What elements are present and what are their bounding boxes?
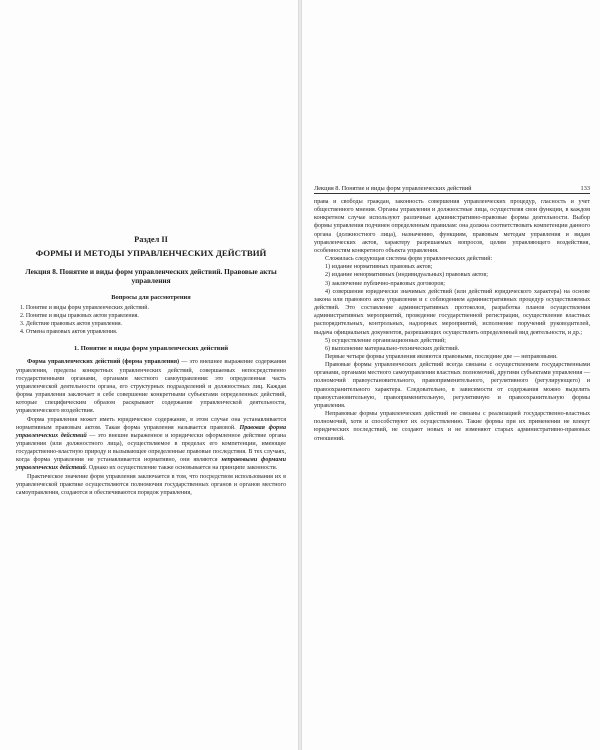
- question-item: 3. Действие правовых актов управления.: [20, 320, 123, 327]
- paragraph-legal-form: [16, 416, 286, 473]
- list-item: 3) заключение публично-правовых договоров;: [325, 280, 445, 287]
- list-item: 1) издание нормативных правовых актов;: [325, 264, 433, 271]
- paragraph-nonlegal-forms: Неправовые формы управленческих действий не связаны с реализацией государственно-властных полномочий, хотя и способствуют их осуществлению. Такие формы при их применении не влекут юридических последствий, не создают новых и не изменяют старых административно-правовых отношений.: [314, 411, 590, 442]
- paragraph-system-intro: Сложилась следующая система форм управленческих действий:: [325, 256, 493, 263]
- italic-term: Правовая форма управленческих действий: [16, 424, 286, 439]
- paragraph-text: Форма управления может иметь юридическое содержание, в этом случае она устанавливается нормативным правовым актом. Такая форма управления называется правовой.: [16, 416, 286, 431]
- list-item: 5) осуществление организационных действий;: [325, 337, 446, 344]
- paragraph-legal-forms: Правовые формы управленческих действий всегда связаны с осуществлением государственными органами, органами местного самоуправления властных полномочий, другими субъектами управления — полномочий правоустановительного, правоприменительного, регулятивного (регулирующего) и правоохранительного характера. Следовательно, в зависимости от содержания можно выделить правоустановительную, правоприменительную, регулятивную и правоохранительную формы управления.: [314, 362, 590, 409]
- list-item: 4) совершение юридически значимых действий (или действий юридического характера) на основе закона или правового акта управления и с соблюдением административных процедур осуществляемых действий. Это составление административных протоколов, разработка планов осуществления административных мероприятий, проведение государственной регистрации, осуществление властных распорядительных, контрольных, надзорных мероприятий, исполнение поручений руководителей, выдача официальных документов, разрешающих осуществлять определенный вид деятельности, и др.;: [314, 288, 590, 336]
- definition-term: Форма управленческих действий (форма управления): [27, 359, 180, 366]
- lecture-title: Лекция 8. Понятие и виды форм управленческих действий. Правовые акты управления: [25, 267, 277, 286]
- right-page-content: [314, 198, 590, 443]
- questions-title: Вопросы для рассмотрения: [111, 294, 191, 302]
- list-item: 2) издание ненормативных (индивидуальных) правовых актов;: [325, 272, 488, 279]
- section-subtitle: ФОРМЫ И МЕТОДЫ УПРАВЛЕНЧЕСКИХ ДЕЙСТВИЙ: [35, 248, 267, 259]
- paragraph-definition: [16, 358, 286, 415]
- subsection-title: 1. Понятие и виды форм управленческих действий: [73, 345, 229, 353]
- left-page-content: [16, 234, 286, 497]
- definition-text: — это внешнее выражение содержания управления, пределы конкретных управленческих действий, совершаемых непосредственно государственными органами, органами местного самоуправления: это определенная часть управленческой деятельности органа, его структурных подразделений и должностных лиц. Каждая форма управления заключает в себе совершение конкретными субъектами определенных действий, которые специфическим образом раскрывают содержание управленческой деятельности, управленческого воздействия.: [16, 359, 286, 415]
- list-item: 6) выполнение материально-технических действий.: [325, 345, 460, 352]
- question-item: 1. Понятие и виды форм управленческих действий.: [20, 304, 149, 311]
- question-item: 2. Понятие и виды правовых актов управления.: [20, 312, 139, 319]
- running-head: [314, 185, 590, 194]
- page-number: 133: [580, 185, 590, 192]
- italic-term: неправовыми формами управленческих действий: [16, 457, 286, 472]
- questions-list: [20, 305, 286, 337]
- section-title: Раздел II: [134, 235, 168, 244]
- paragraph-continuation: права и свободы граждан, законность совершения управленческих процедур, гласность и учет общественного мнения. Органы управления и должностные лица, осуществляя свои функции, в каждом конкретном случае используют различные административно-правовые формы деятельности. Выбор формы управления подчинен определенным правилам: она должна соответствовать компетенции данного органа (должностного лица), назначению, функциям, правовым методам управления и видам управленческих актов, характеру разрешаемых вопросов, целям управляющего воздействия, особенностям конкретного объекта управления.: [314, 199, 590, 254]
- question-item: 4. Отмена правовых актов управления.: [20, 328, 118, 335]
- left-page: [0, 0, 298, 750]
- paragraph-first-four: Первые четыре формы управления являются правовыми, последние две — неправовыми.: [325, 353, 558, 360]
- forms-list: [314, 263, 590, 353]
- paragraph-text: . Однако их осуществление также основывается на принципе законности.: [85, 465, 278, 472]
- paragraph-practical: Практическое значение форм управления заключается в том, что посредством использования их в управленческой практике осуществляются полномочия государственных органов и органов местного самоуправления, создаются и обеспечиваются порядок управления,: [16, 473, 286, 496]
- running-head-title: Лекция 8. Понятие и виды форм управленческих действий: [314, 185, 472, 192]
- right-page: [302, 0, 600, 750]
- paragraph-text: — это внешне выраженное и юридически оформленное действие органа управления (или должностного лица), осуществляемое в пределах его компетенции, имеющее государственно-властную природу и вызывающее определенные правовые последствия. В тех случаях, когда форма управления не устанавливается нормативно, они являются: [16, 432, 286, 464]
